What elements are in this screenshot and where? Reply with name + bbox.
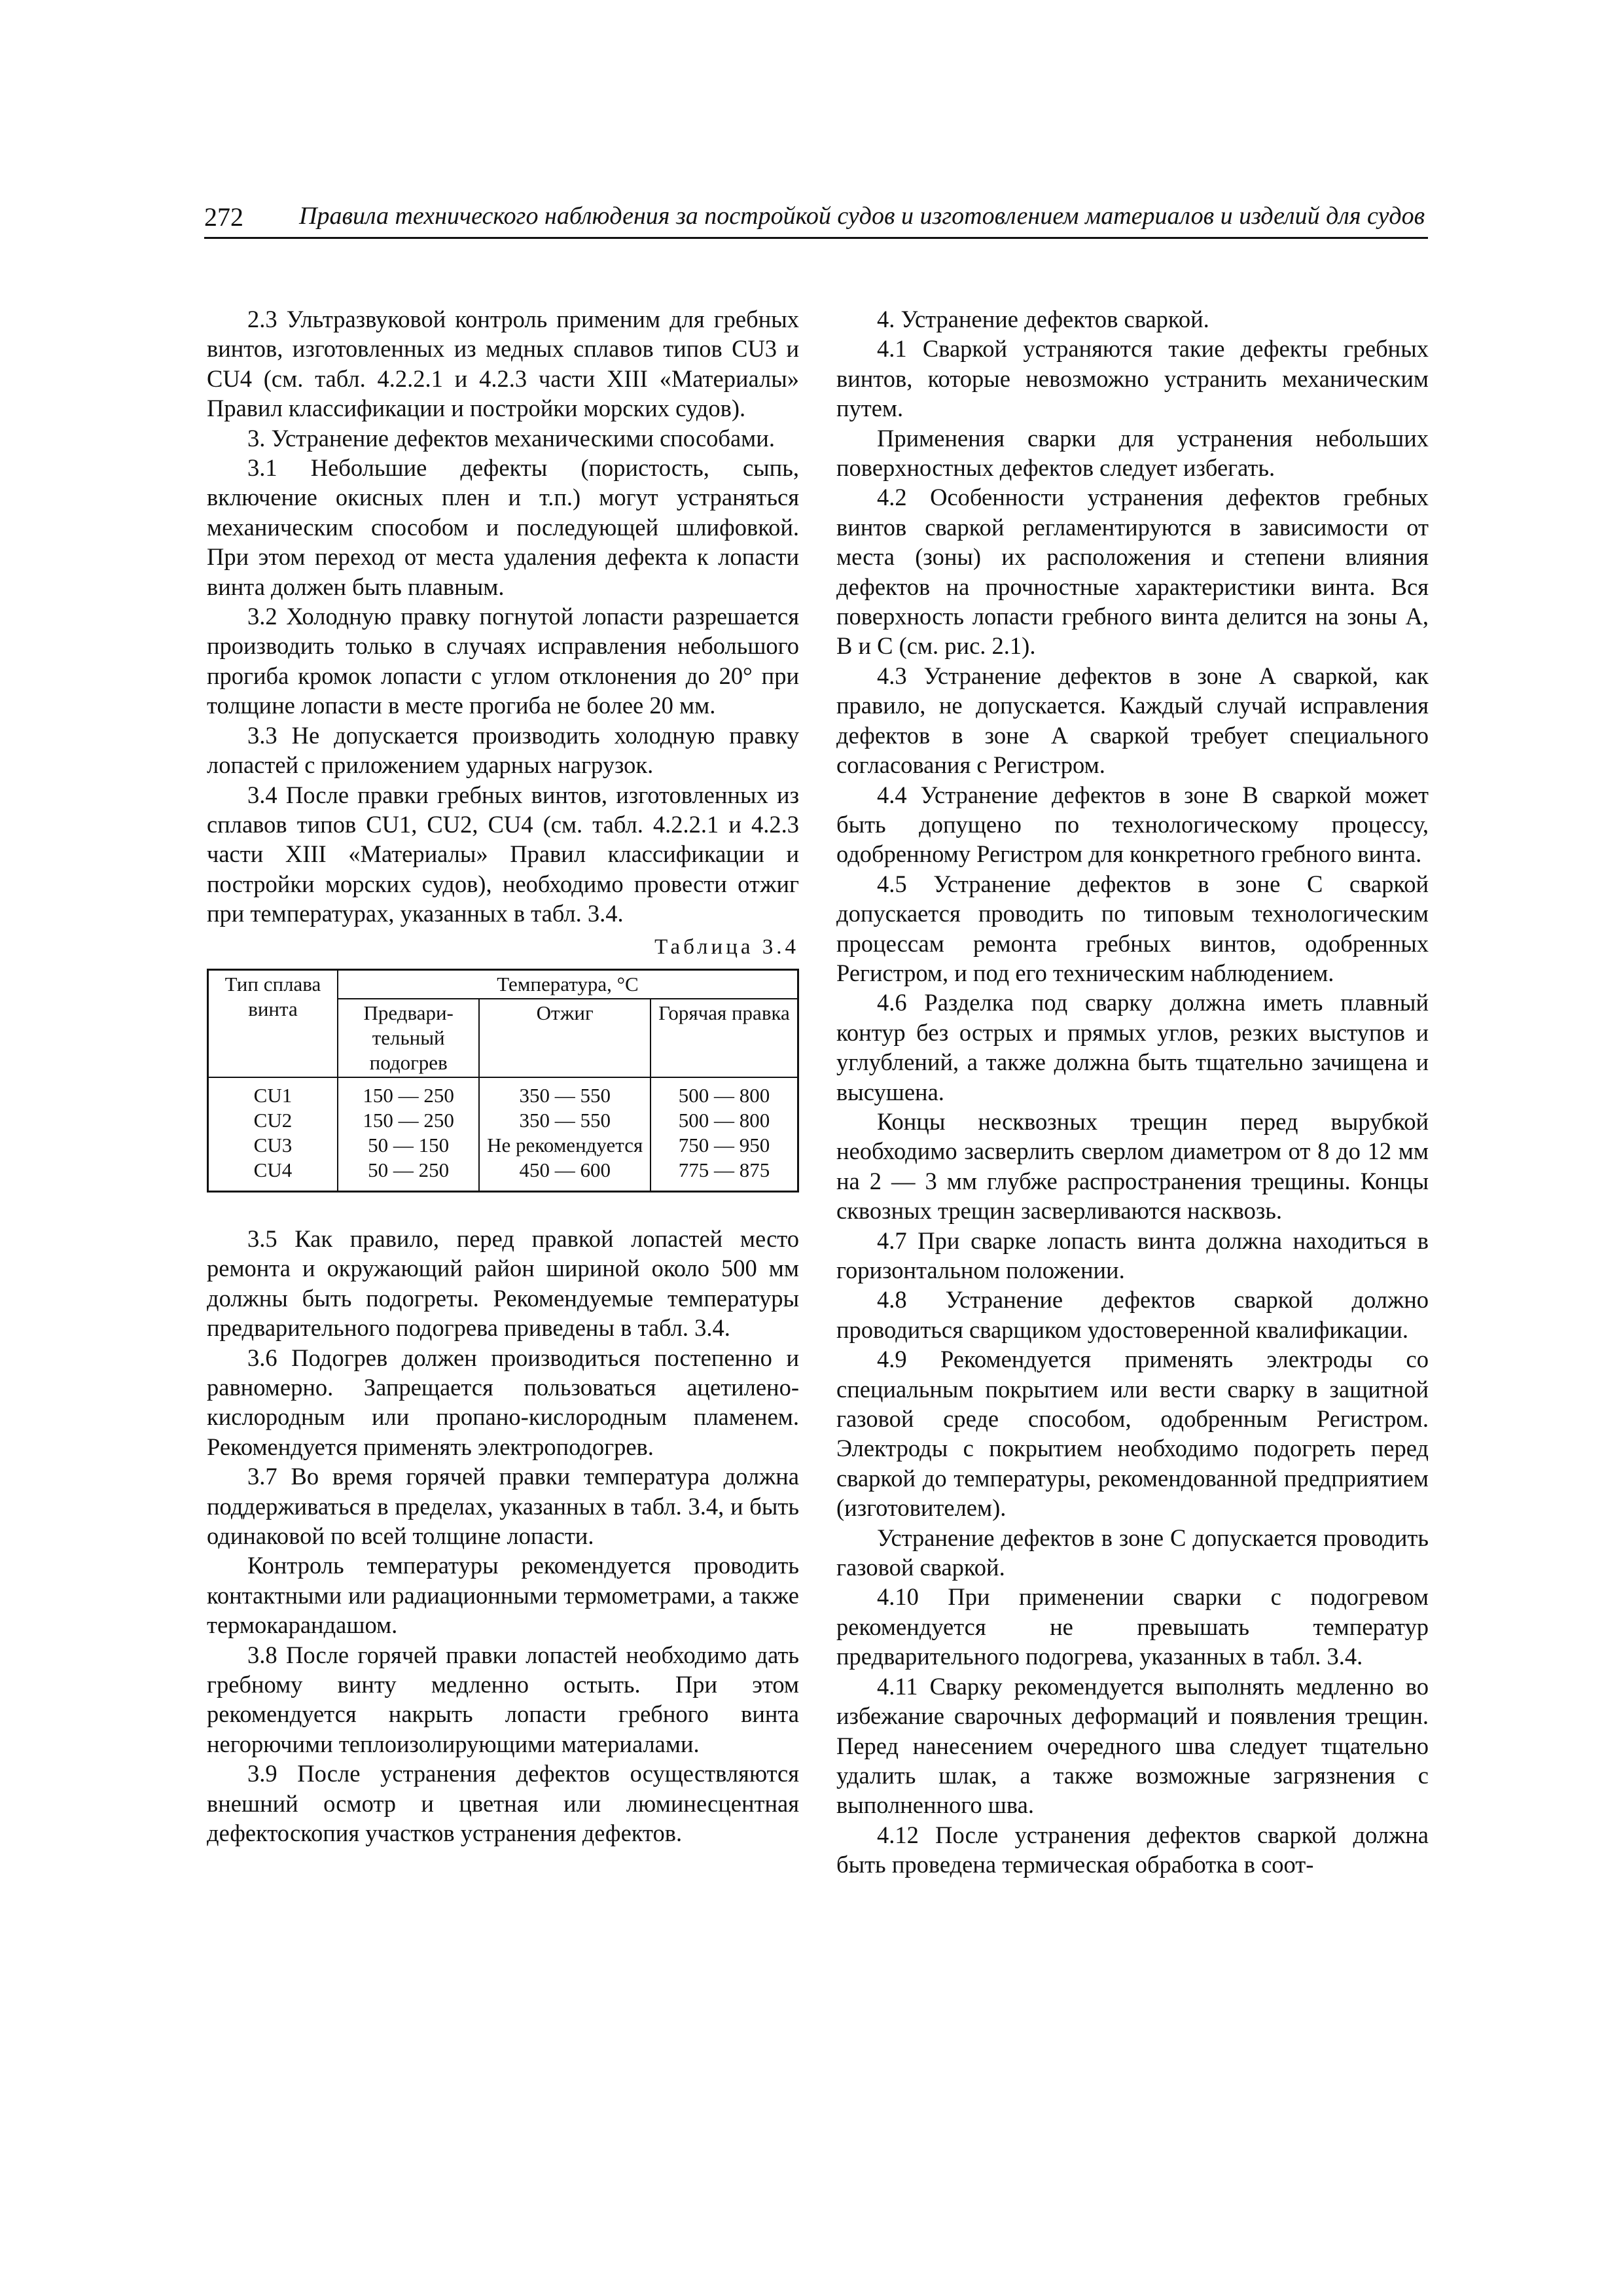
table-caption: Таблица 3.4	[654, 935, 799, 959]
page-number: 272	[204, 202, 243, 232]
paragraph: 3.8 После горячей правки лопастей необходимо дать гребному винту медленно остыть. При этом рекомендуется накрыть лопасти гребного винта негорючими теплоизолирующими материалами.	[207, 1641, 799, 1757]
table-cell: CU2	[208, 1108, 338, 1133]
table-cell: CU4	[208, 1158, 338, 1192]
table-cell: 50 — 250	[338, 1158, 479, 1192]
paragraph: 4.4 Устранение дефектов в зоне В сваркой может быть допущено по технологическому процессу, одобренному Регистром для конкретного гребного винта.	[836, 781, 1429, 868]
paragraph: 3.6 Подогрев должен производиться постепенно и равномерно. Запрещается пользоваться ацетилено-кислородным или пропано-кислородным пламенем. Рекомендуется применять электроподогрев.	[207, 1344, 799, 1460]
paragraph: Устранение дефектов в зоне С допускается проводить газовой сваркой.	[836, 1524, 1429, 1581]
section-heading: 4. Устранение дефектов сваркой.	[877, 306, 1209, 332]
running-title: Правила технического наблюдения за постройкой судов и изготовлением материалов и изделий для судов	[299, 202, 1425, 230]
paragraph: 3.3 Не допускается производить холодную правку лопастей с приложением ударных нагрузок.	[207, 721, 799, 779]
paragraph: 3.4 После правки гребных винтов, изготовленных из сплавов типов CU1, CU2, CU4 (см. табл. 4.2.2.1 и 4.2.3 части XIII «Материалы» Правил классификации и постройки морских судов), необходимо провести отжиг при температурах, указанных в табл. 3.4.	[207, 781, 799, 927]
paragraph: 3.7 Во время горячей правки температура должна поддерживаться в пределах, указанных в табл. 3.4, и быть одинаковой по всей толщине лопасти.	[207, 1463, 799, 1549]
table-cell: 750 — 950	[651, 1133, 798, 1158]
paragraph: 4.8 Устранение дефектов сваркой должно проводиться сварщиком удостоверенной квалификации.	[836, 1286, 1429, 1343]
paragraph: 4.7 При сварке лопасть винта должна находиться в горизонтальном положении.	[836, 1227, 1429, 1283]
paragraph: 4.9 Рекомендуется применять электроды со специальным покрытием или вести сварку в защитной газовой среде способом, одобренным Регистром. Электроды с покрытием необходимо подогреть перед сваркой до температуры, рекомендованной предприятием (изготовителем).	[836, 1346, 1429, 1522]
temperature-table	[207, 969, 799, 1193]
paragraph: 4.3 Устранение дефектов в зоне А сваркой, как правило, не допускается. Каждый случай исправления дефектов в зоне А сваркой требует специального согласования с Регистром.	[836, 662, 1429, 779]
table-header-anneal: Отжиг	[479, 999, 651, 1077]
table-cell: CU3	[208, 1133, 338, 1158]
paragraph: 2.3 Ультразвуковой контроль применим для гребных винтов, изготовленных из медных сплавов типов CU3 и CU4 (см. табл. 4.2.2.1 и 4.2.3 части XIII «Материалы» Правил классификации и постройки морских судов).	[207, 306, 799, 422]
paragraph: 3.2 Холодную правку погнутой лопасти разрешается производить только в случаях исправления небольшого прогиба кромок лопасти с углом отклонения до 20° при толщине лопасти в месте прогиба не более 20 мм.	[207, 603, 799, 719]
table-cell: CU1	[208, 1077, 338, 1108]
paragraph: 3.1 Небольшие дефекты (пористость, сыпь, включение окисных плен и т.п.) могут устраняться механическим способом и последующей шлифовкой. При этом переход от места удаления дефекта к лопасти винта должен быть плавным.	[207, 454, 799, 600]
table-cell: 500 — 800	[651, 1077, 798, 1108]
table-row	[208, 1158, 798, 1192]
table-cell: 150 — 250	[338, 1077, 479, 1108]
table-cell: 350 — 550	[479, 1077, 651, 1108]
table-cell: 775 — 875	[651, 1158, 798, 1192]
right-column	[836, 304, 1429, 1880]
paragraph: 4.5 Устранение дефектов в зоне С сваркой допускается проводить по типовым технологическим процессам ремонта гребных винтов, одобренных Регистром, и под его техническим наблюдением.	[836, 870, 1429, 986]
table-cell: 500 — 800	[651, 1108, 798, 1133]
table-header-temperature: Температура, °С	[338, 969, 798, 999]
paragraph: 4.2 Особенности устранения дефектов гребных винтов сваркой регламентируются в зависимости от места (зоны) их расположения и степени влияния дефектов на прочностные характеристики винта. Вся поверхность лопасти гребного винта делится на зоны А, В и С (см. рис. 2.1).	[836, 484, 1429, 660]
paragraph: 4.12 После устранения дефектов сваркой должна быть проведена термическая обработка в соот-	[836, 1821, 1429, 1878]
paragraph: 4.6 Разделка под сварку должна иметь плавный контур без острых и прямых углов, резких выступов и углублений, а также должна быть тщательно зачищена и высушена.	[836, 989, 1429, 1105]
paragraph: Контроль температуры рекомендуется проводить контактными или радиационными термометрами, а также термокарандашом.	[207, 1552, 799, 1639]
table-row	[208, 1077, 798, 1108]
table-cell: 450 — 600	[479, 1158, 651, 1192]
paragraph: 4.10 При применении сварки с подогревом рекомендуется не превышать температур предварительного подогрева, указанных в табл. 3.4.	[836, 1583, 1429, 1670]
paragraph: 4.11 Сварку рекомендуется выполнять медленно во избежание сварочных деформаций и появления трещин. Перед нанесением очередного шва следует тщательно удалить шлак, а также возможные загрязнения с выполненного шва.	[836, 1672, 1429, 1819]
page-header	[204, 196, 1428, 239]
table-row	[208, 1108, 798, 1133]
table-header-hot-straightening: Горячая правка	[651, 999, 798, 1077]
paragraph: 3.9 После устранения дефектов осуществляются внешний осмотр и цветная или люминесцентная дефектоскопия участков устранения дефектов.	[207, 1760, 799, 1847]
table-cell: 150 — 250	[338, 1108, 479, 1133]
left-column	[207, 304, 799, 1848]
table-cell: 50 — 150	[338, 1133, 479, 1158]
table-header-alloy: Тип сплава винта	[208, 969, 338, 1077]
paragraph: Применения сварки для устранения небольших поверхностных дефектов следует избегать.	[836, 424, 1429, 482]
table-row	[208, 1133, 798, 1158]
table-cell: 350 — 550	[479, 1108, 651, 1133]
paragraph: Концы несквозных трещин перед вырубкой необходимо засверлить сверлом диаметром от 8 до 12 мм на 2 — 3 мм глубже распространения трещины. Концы сквозных трещин засверливаются насквозь.	[836, 1107, 1429, 1225]
section-heading: 3. Устранение дефектов механическими способами.	[247, 424, 775, 452]
table-header-preheat: Предвари-тельный подогрев	[338, 999, 479, 1077]
paragraph: 3.5 Как правило, перед правкой лопастей место ремонта и окружающий район шириной около 500 мм должны быть подогреты. Рекомендуемые температуры предварительного подогрева приведены в табл. 3.4.	[207, 1225, 799, 1342]
paragraph: 4.1 Сваркой устраняются такие дефекты гребных винтов, которые невозможно устранить механическим путем.	[836, 335, 1429, 422]
table-cell: Не рекомендуется	[479, 1133, 651, 1158]
